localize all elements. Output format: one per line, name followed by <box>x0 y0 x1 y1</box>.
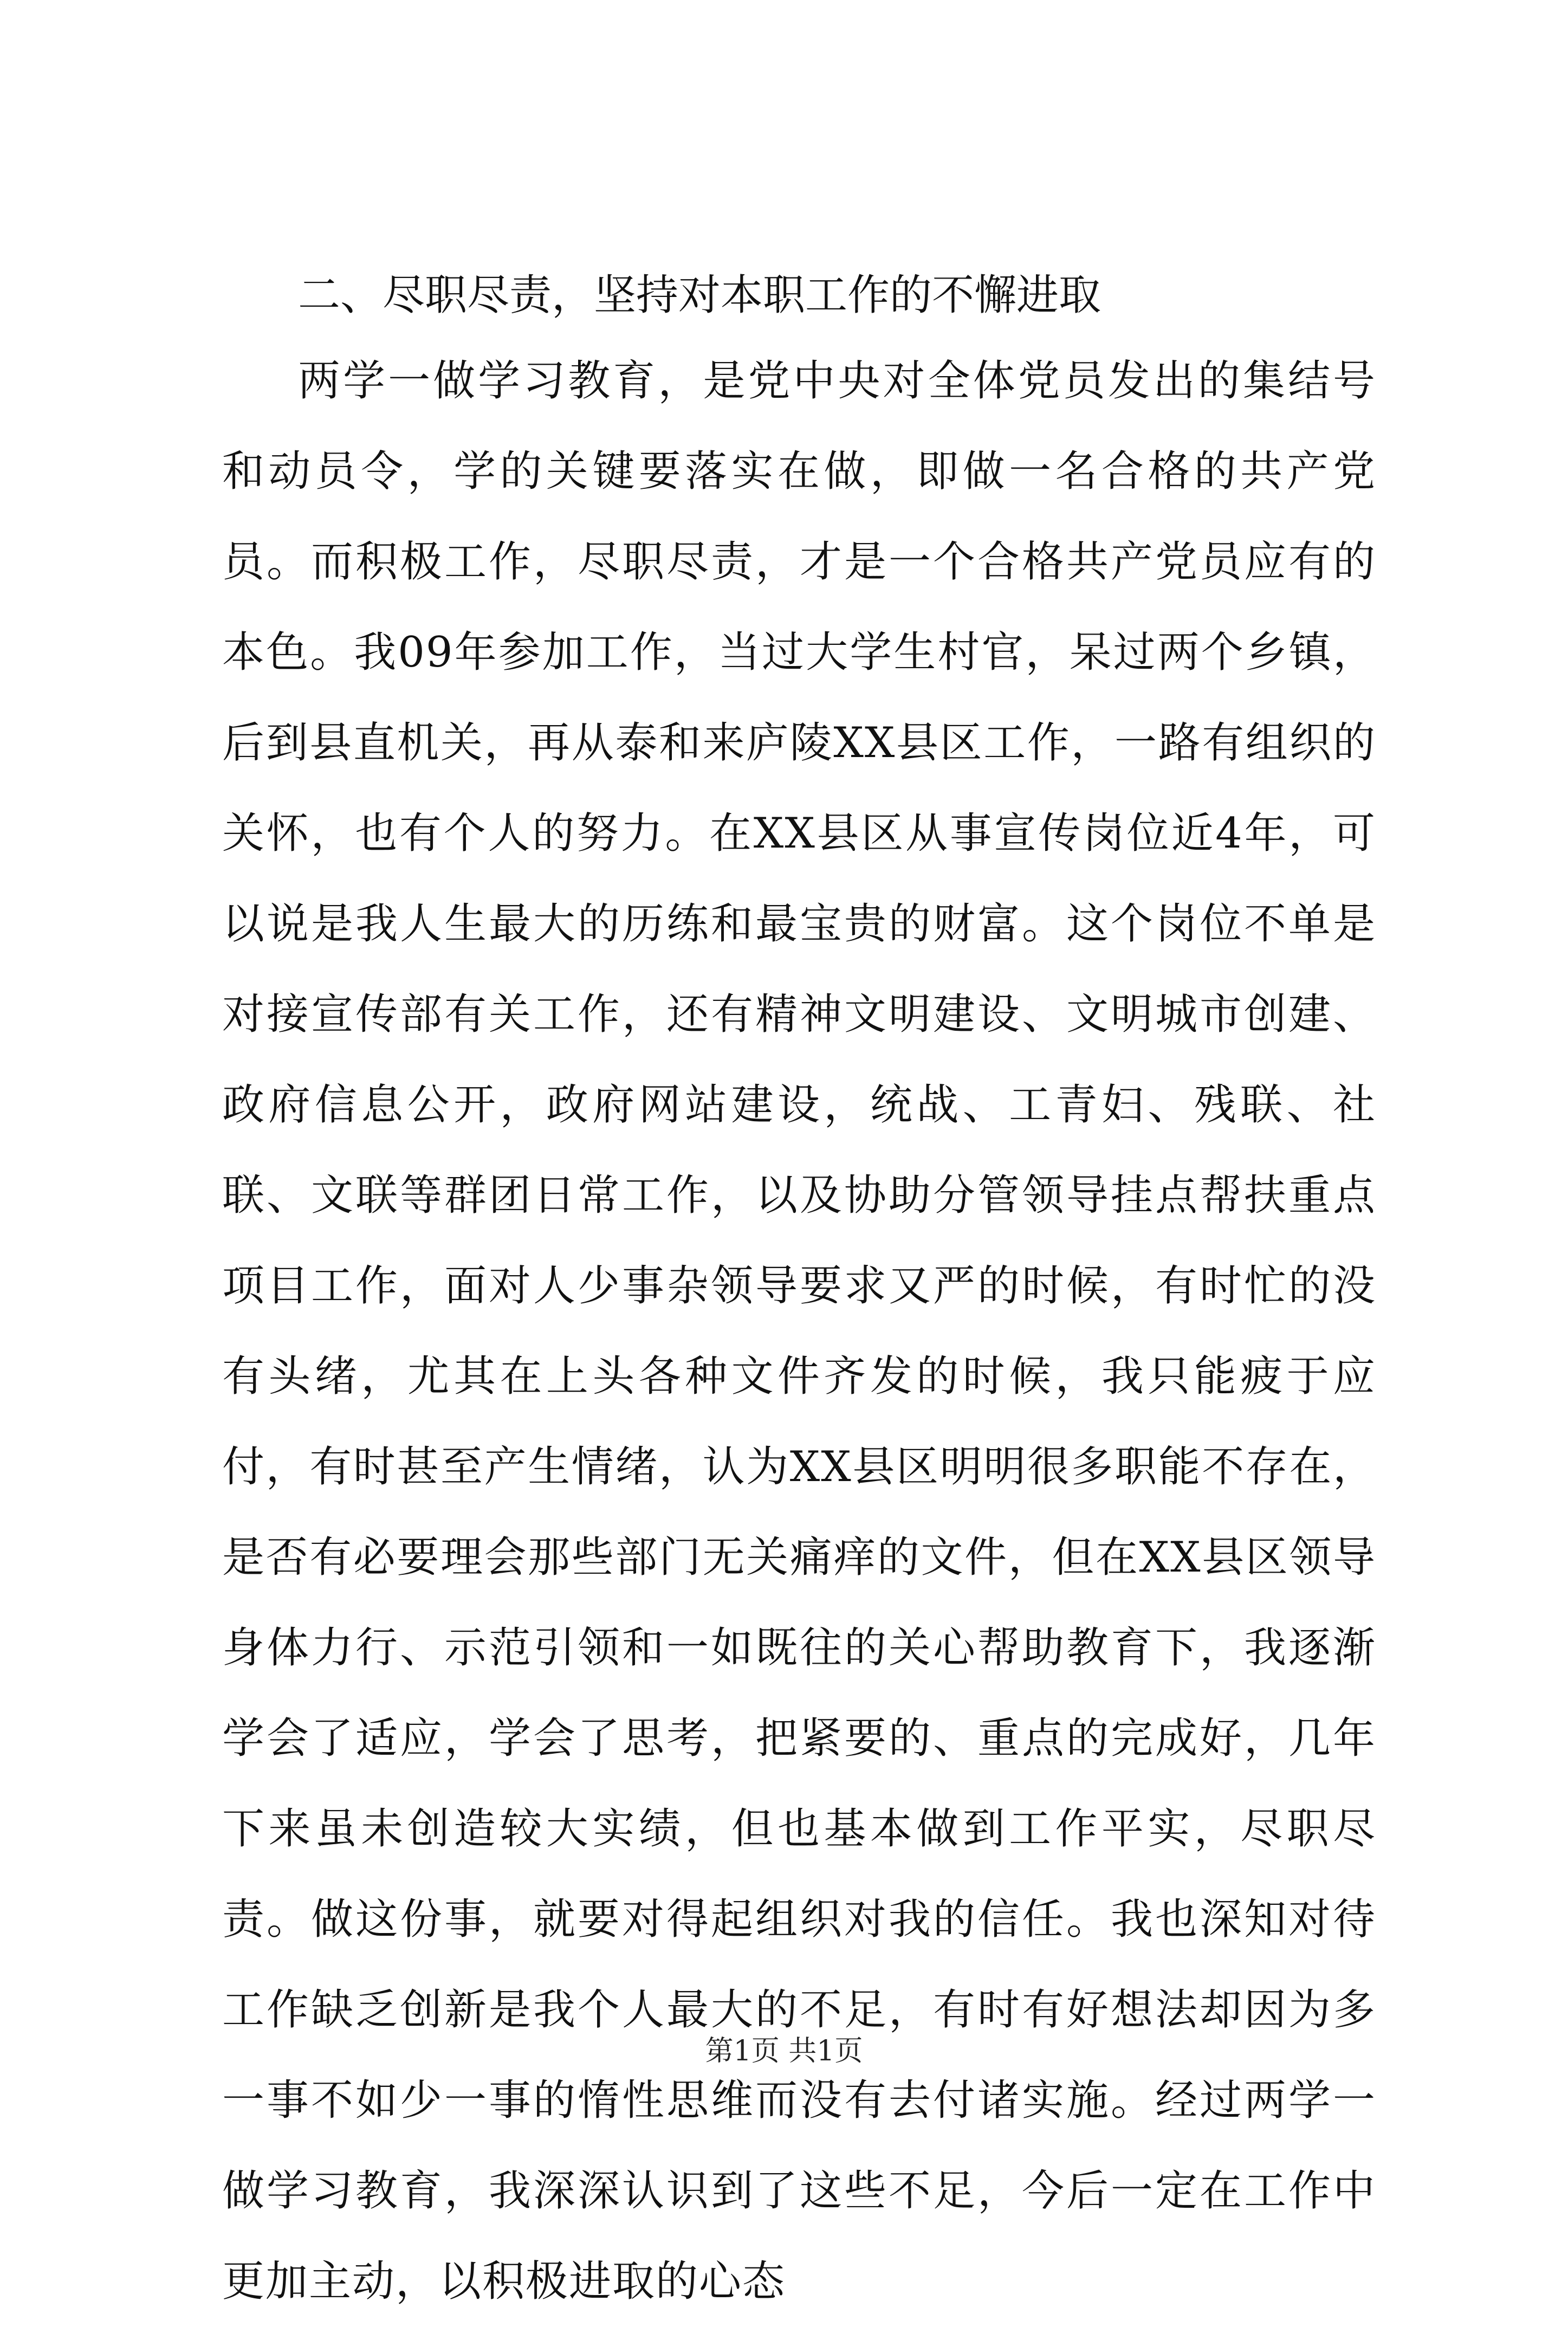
document-content <box>222 255 1376 2327</box>
section-heading: 二、尽职尽责，坚持对本职工作的不懈进取 <box>298 271 1102 320</box>
page-number-footer: 第1页 共1页 <box>705 2035 863 2067</box>
body-paragraph: 两学一做学习教育，是党中央对全体党员发出的集结号和动员令，学的关键要落实在做，即做一名合格的共产党员。而积极工作，尽职尽责，才是一个合格共产党员应有的本色。我09年参加工作，当过大学生村官，呆过两个乡镇，后到县直机关，再从泰和来庐陵XX县区工作，一路有组织的关怀，也有个人的努力。在XX县区从事宣传岗位近4年，可以说是我人生最大的历练和最宝贵的财富。这个岗位不单是对接宣传部有关工作，还有精神文明建设、文明城市创建、政府信息公开，政府网站建设，统战、工青妇、残联、社联、文联等群团日常工作，以及协助分管领导挂点帮扶重点项目工作，面对人少事杂领导要求又严的时候，有时忙的没有头绪，尤其在上头各种文件齐发的时候，我只能疲于应付，有时甚至产生情绪，认为XX县区明明很多职能不存在，是否有必要理会那些部门无关痛痒的文件，但在XX县区领导身体力行、示范引领和一如既往的关心帮助教育下，我逐渐学会了适应，学会了思考，把紧要的、重点的完成好，几年下来虽未创造较大实绩，但也基本做到工作平实，尽职尽责。做这份事，就要对得起组织对我的信任。我也深知对待工作缺乏创新是我个人最大的不足，有时有好想法却因为多一事不如少一事的惰性思维而没有去付诸实施。经过两学一做学习教育，我深深认识到了这些不足，今后一定在工作中更加主动，以积极进取的心态 <box>222 357 1376 2306</box>
